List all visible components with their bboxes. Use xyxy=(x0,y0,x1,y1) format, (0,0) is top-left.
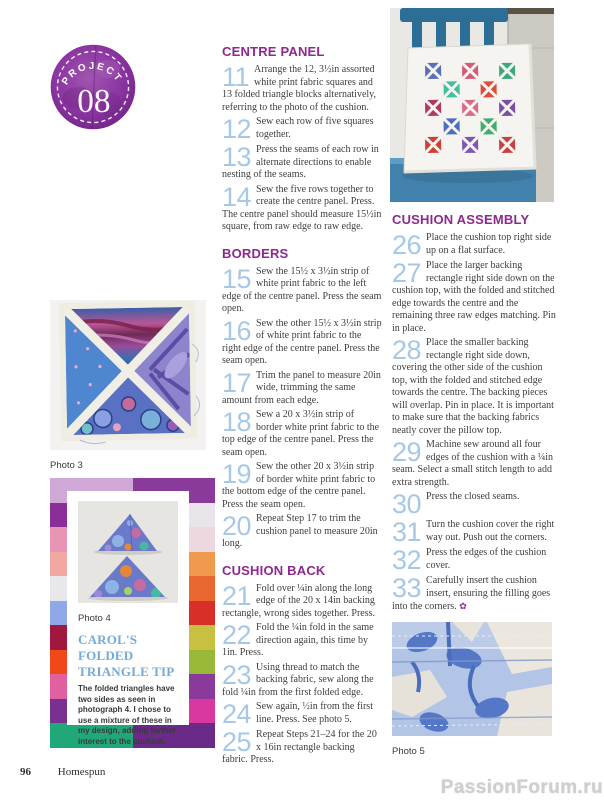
step xyxy=(222,367,382,408)
step-text: Carefully insert the cushion insert, ensuring the filling goes into the corners. xyxy=(392,575,551,612)
step xyxy=(222,461,382,511)
section-borders xyxy=(222,246,382,551)
step xyxy=(222,580,382,621)
step xyxy=(392,260,556,335)
step xyxy=(392,519,556,545)
step-number: 30 xyxy=(392,489,422,519)
page-number: 96 xyxy=(20,766,31,778)
step xyxy=(222,116,382,142)
step xyxy=(392,547,556,573)
watermark: PassionForum.ru xyxy=(440,777,603,798)
step-number: 33 xyxy=(392,573,422,603)
photo-5-label: Photo 5 xyxy=(392,746,425,757)
step-text: Sew the five rows together to create the centre panel. Press. The centre panel should measure 15½in square, from raw edge to raw edge. xyxy=(222,183,382,232)
step xyxy=(222,701,382,727)
photo-5-image xyxy=(392,622,552,736)
step-number: 14 xyxy=(222,181,252,212)
step xyxy=(222,659,382,700)
step-text: Sew a 20 x 3½in strip of border white print fabric to the top edge of the centre panel. Press the seam open. xyxy=(222,409,380,458)
magazine-name: Homespun xyxy=(57,766,106,778)
badge-number: 08 xyxy=(77,83,111,121)
step xyxy=(222,315,382,368)
step-text: Using thread to match the backing fabric, sew along the fold ¼in from the first folded edge. xyxy=(222,661,374,698)
step xyxy=(392,439,556,489)
step-number: 24 xyxy=(222,699,252,729)
step-text: Place the larger backing rectangle right side down on the cushion top, with the folded and stitched edge towards the centre and the remaining three raw edges matching. Pin in place. xyxy=(392,260,556,334)
cushion-photo-image xyxy=(390,8,554,202)
section-cushion-back xyxy=(222,563,382,767)
photo-4-label: Photo 4 xyxy=(78,613,111,624)
step-text: Arrange the 12, 3½in assorted white print fabric squares and 13 folded triangle blocks alternatively, referring to the photo of the cushion. xyxy=(222,64,377,113)
step-number: 17 xyxy=(222,367,252,398)
step-number: 29 xyxy=(392,437,422,467)
step-number: 32 xyxy=(392,545,422,575)
step-text: Press the edges of the cushion cover. xyxy=(426,547,547,571)
step-number: 15 xyxy=(222,263,252,294)
step-text: Fold the ¼in fold in the same direction again, this time by 1in. Press. xyxy=(222,622,374,658)
step-number: 23 xyxy=(222,659,252,690)
tip-box xyxy=(67,491,189,746)
article-end-icon: ✿ xyxy=(459,601,467,611)
section-cushion-assembly xyxy=(392,212,556,614)
step-text: Repeat Step 17 to trim the cushion panel to measure 20in long. xyxy=(222,513,378,549)
step-text: Repeat Steps 21–24 for the 20 x 16in rectangle backing fabric. Press. xyxy=(222,729,377,765)
step-text: Turn the cushion cover the right way out. Push out the corners. xyxy=(426,519,555,543)
section-heading: BORDERS xyxy=(222,245,289,261)
step xyxy=(222,409,382,459)
step-number: 19 xyxy=(222,459,252,489)
section-heading: CUSHION ASSEMBLY xyxy=(392,212,530,227)
step xyxy=(222,263,382,316)
cushion-photo xyxy=(390,8,554,207)
photo-3-label: Photo 3 xyxy=(50,460,83,471)
step-number: 21 xyxy=(222,580,252,611)
step xyxy=(392,491,556,517)
step-number: 27 xyxy=(392,258,422,288)
step-number: 25 xyxy=(222,727,252,757)
step xyxy=(222,513,382,551)
step-number: 28 xyxy=(392,335,422,365)
step-text: Sew the other 20 x 3½in strip of border white print fabric to the bottom edge of the centre panel. Press the seam open. xyxy=(222,461,376,510)
step xyxy=(392,575,556,614)
step-text: Place the smaller backing rectangle right side down, covering the other side of the cushion top, with the folded and stitched edge towards the centre. The backing pieces will overlap. Pin in place. It is important to make sure that the backing fabrics neatly cover the pillow top. xyxy=(392,337,554,436)
step xyxy=(222,64,382,114)
step xyxy=(392,232,556,258)
step-number: 11 xyxy=(222,62,250,92)
tip-title: CAROL'S FOLDED TRIANGLE TIP xyxy=(78,632,175,679)
photo-4-image xyxy=(78,501,178,603)
step xyxy=(222,181,382,234)
project-badge xyxy=(48,42,138,137)
fabric-background xyxy=(50,478,215,748)
tip-body: The folded triangles have two sides as seen in photograph 4. I chose to use a mixture of these in my design, adding further interest to the cushion. xyxy=(78,684,177,746)
step-text: Sew again, ½in from the first line. Press. See photo 5. xyxy=(256,701,373,725)
step xyxy=(222,144,382,182)
step-text: Press the closed seams. xyxy=(426,491,520,502)
photo-3 xyxy=(50,300,206,471)
step-number: 20 xyxy=(222,511,252,541)
step-number: 22 xyxy=(222,620,252,650)
step-text: Sew the other 15½ x 3½in strip of white print fabric to the right edge of the centre panel. Press the seam open. xyxy=(222,317,382,366)
step-text: Machine sew around all four edges of the cushion with a ¼in seam. Select a small stitch length to add extra strength. xyxy=(392,439,553,488)
section-heading: CUSHION BACK xyxy=(222,562,326,578)
step-number: 12 xyxy=(222,114,252,144)
photo-5 xyxy=(392,622,552,757)
step-number: 31 xyxy=(392,517,422,547)
step xyxy=(222,622,382,660)
step-text: Trim the panel to measure 20in wide, trimming the same amount from each edge. xyxy=(222,369,381,406)
page-footer xyxy=(20,766,105,778)
step-number: 18 xyxy=(222,407,252,437)
step-text: Fold over ¼in along the long edge of the 20 x 14in backing rectangle, wrong sides together. Press. xyxy=(222,582,376,619)
step-text: Sew the 15½ x 3½in strip of white print fabric to the left edge of the centre panel. Press the seam open. xyxy=(222,265,382,314)
step xyxy=(392,337,556,437)
project-badge-graphic xyxy=(48,42,138,132)
step-number: 16 xyxy=(222,315,252,346)
step-number: 26 xyxy=(392,230,422,260)
step-number: 13 xyxy=(222,142,252,172)
badge-label: PROJECT xyxy=(60,60,125,87)
right-column xyxy=(392,212,556,637)
section-heading: CENTRE PANEL xyxy=(222,44,325,59)
step xyxy=(222,729,382,767)
step-text: Sew each row of five squares together. xyxy=(256,116,374,140)
photo-3-image xyxy=(50,300,206,450)
middle-column xyxy=(222,44,382,769)
step-text: Place the cushion top right side up on a flat surface. xyxy=(426,232,552,256)
section-centre-panel xyxy=(222,44,382,234)
step-text: Press the seams of each row in alternate directions to enable nesting of the seams. xyxy=(222,144,379,180)
